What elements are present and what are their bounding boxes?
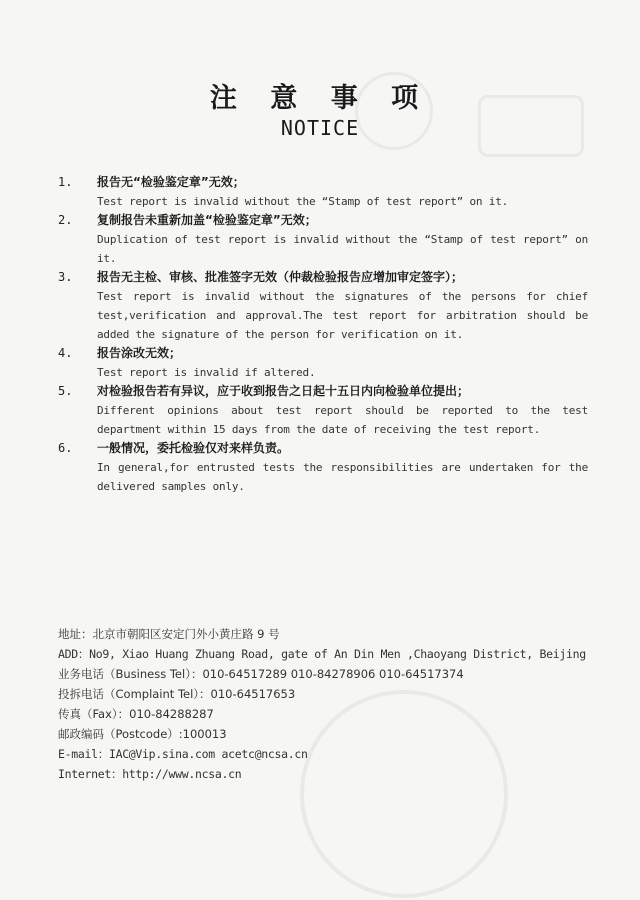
item-number: 6. [58, 441, 73, 455]
notice-item [58, 211, 588, 268]
notice-item [58, 344, 588, 382]
address-chinese: 地址：北京市朝阳区安定门外小黄庄路 9 号 [58, 627, 280, 641]
email-link[interactable]: E-mail：IAC@Vip.sina.com acetc@ncsa.cn [58, 747, 308, 761]
item-text-english: Test report is invalid without the signatures of the persons for chief test,verification and approval.The test report for arbitration should be added the signature of the person for verification on it. [97, 290, 588, 341]
item-text-chinese: 对检验报告若有异议，应于收到报告之日起十五日内向检验单位提出； [97, 384, 470, 398]
contact-info [58, 624, 598, 784]
item-number: 3. [58, 270, 73, 284]
item-number: 4. [58, 346, 73, 360]
page-title-chinese: 注 意 事 项 [209, 83, 431, 114]
item-text-english: Test report is invalid if altered. [97, 366, 316, 379]
item-number: 1. [58, 175, 73, 189]
item-text-chinese: 报告无主检、审核、批准签字无效（仲裁检验报告应增加审定签字）； [97, 270, 464, 284]
item-text-english: Test report is invalid without the “Stamp of test report” on it. [97, 195, 509, 208]
notice-item [58, 268, 588, 344]
website-link[interactable]: Internet：http://www.ncsa.cn [58, 767, 242, 781]
item-number: 5. [58, 384, 73, 398]
item-text-english: Different opinions about test report should be reported to the test department within 15 days from the date of receiving the test report. [97, 404, 588, 436]
notice-item [58, 439, 588, 496]
complaint-tel: 投拆电话（Complaint Tel）：010-64517653 [58, 687, 296, 701]
item-text-chinese: 复制报告未重新加盖“检验鉴定章”无效； [97, 213, 317, 227]
notice-list [58, 173, 588, 496]
postcode: 邮政编码（Postcode）:100013 [58, 727, 227, 741]
item-text-english: Duplication of test report is invalid without the “Stamp of test report” on it. [97, 233, 588, 265]
business-tel: 业务电话（Business Tel）：010-64517289 010-84278906 010-64517374 [58, 667, 464, 681]
item-text-chinese: 报告涂改无效； [97, 346, 182, 360]
notice-item [58, 382, 588, 439]
page-title-english: NOTICE [280, 116, 360, 140]
item-text-chinese: 一般情况，委托检验仅对来样负责。 [97, 441, 290, 455]
item-number: 2. [58, 213, 73, 227]
notice-item [58, 173, 588, 211]
item-text-english: In general,for entrusted tests the responsibilities are undertaken for the delivered samples only. [97, 461, 588, 493]
fax: 传真（Fax）：010-84288287 [58, 707, 214, 721]
item-text-chinese: 报告无“检验鉴定章”无效； [97, 175, 245, 189]
address-english: ADD：No9, Xiao Huang Zhuang Road, gate of An Din Men ,Chaoyang District, Beijing [58, 647, 586, 661]
